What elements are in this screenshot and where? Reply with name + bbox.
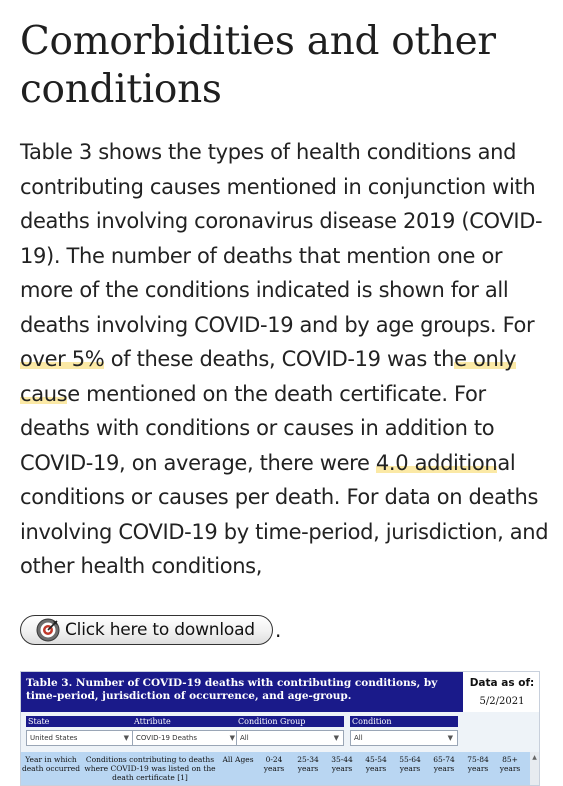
body-paragraph xyxy=(20,135,552,584)
column-header: 0-24 years xyxy=(263,755,285,773)
body-text-1: Table 3 shows the types of health conditions and contributing causes mentioned in conjunction with deaths involving coronavirus disease 2019 (COVID-19). The number of deaths that mention one or more of the conditions indicated is shown for all deaths involving COVID-19 and by age groups. For xyxy=(20,140,543,337)
column-header: Year in which death occurred xyxy=(21,755,81,773)
download-row xyxy=(20,614,281,646)
body-text-2: of these deaths, COVID-19 was th xyxy=(104,347,455,371)
attribute-select[interactable] xyxy=(132,730,240,746)
condition-group-select[interactable] xyxy=(236,730,344,746)
column-header: 85+ years xyxy=(499,755,521,773)
data-as-of-label: Data as of: xyxy=(469,677,535,689)
download-button-label: Click here to download xyxy=(65,620,255,640)
condition-select-value: All xyxy=(354,734,363,742)
trailing-period: . xyxy=(275,618,282,642)
filter-condition xyxy=(350,716,458,746)
state-select[interactable] xyxy=(26,730,134,746)
chevron-down-icon: ▼ xyxy=(123,734,129,742)
download-button[interactable] xyxy=(20,615,273,645)
column-header: 75-84 years xyxy=(467,755,489,773)
filter-label: State xyxy=(26,716,134,727)
attribute-select-value: COVID-19 Deaths xyxy=(136,734,197,742)
scrollbar[interactable]: ▲ xyxy=(530,752,539,786)
condition-select[interactable] xyxy=(350,730,458,746)
column-header: 35-44 years xyxy=(331,755,353,773)
chevron-down-icon: ▼ xyxy=(447,734,453,742)
state-select-value: United States xyxy=(30,734,78,742)
filter-label: Condition xyxy=(350,716,458,727)
data-as-of-date: 5/2/2021 xyxy=(479,696,525,707)
filter-condition-group xyxy=(236,716,344,746)
highlight-over-5-percent: over 5% xyxy=(20,347,105,371)
highlight-additional: 4.0 addition xyxy=(375,450,498,475)
column-header: 45-54 years xyxy=(365,755,387,773)
table-header-row xyxy=(21,752,540,786)
table-title: Table 3. Number of COVID-19 deaths with contributing conditions, by time-period, jurisdiction of occurrence, and age-group. xyxy=(21,672,463,712)
body-text-4: al conditions or causes per death. For data on deaths involving COVID-19 by time-period, jurisdiction, and other health conditions, xyxy=(20,450,549,578)
chevron-down-icon: ▼ xyxy=(229,734,235,742)
page-title: Comorbidities and other conditions xyxy=(20,19,496,112)
filter-label: Condition Group xyxy=(236,716,344,727)
column-header: 55-64 years xyxy=(399,755,421,773)
filter-label: Attribute xyxy=(132,716,240,727)
filter-attribute xyxy=(132,716,240,746)
condition-group-select-value: All xyxy=(240,734,249,742)
highlight-only-cause: e only caus xyxy=(20,347,517,406)
chevron-down-icon: ▼ xyxy=(333,734,339,742)
column-header: Conditions contributing to deaths where COVID-19 was listed on the death certificate [1] xyxy=(84,755,216,782)
column-header: 25-34 years xyxy=(297,755,319,773)
body-text-3: e mentioned on the death certificate. For deaths with conditions or causes in addition to COVID-19, on average, there were xyxy=(20,381,495,475)
data-as-of-box xyxy=(463,672,540,712)
target-download-icon xyxy=(36,618,60,642)
table-3-embed xyxy=(20,671,540,786)
column-header: 65-74 years xyxy=(433,755,455,773)
column-header: All Ages xyxy=(222,755,254,764)
filter-state xyxy=(26,716,134,746)
